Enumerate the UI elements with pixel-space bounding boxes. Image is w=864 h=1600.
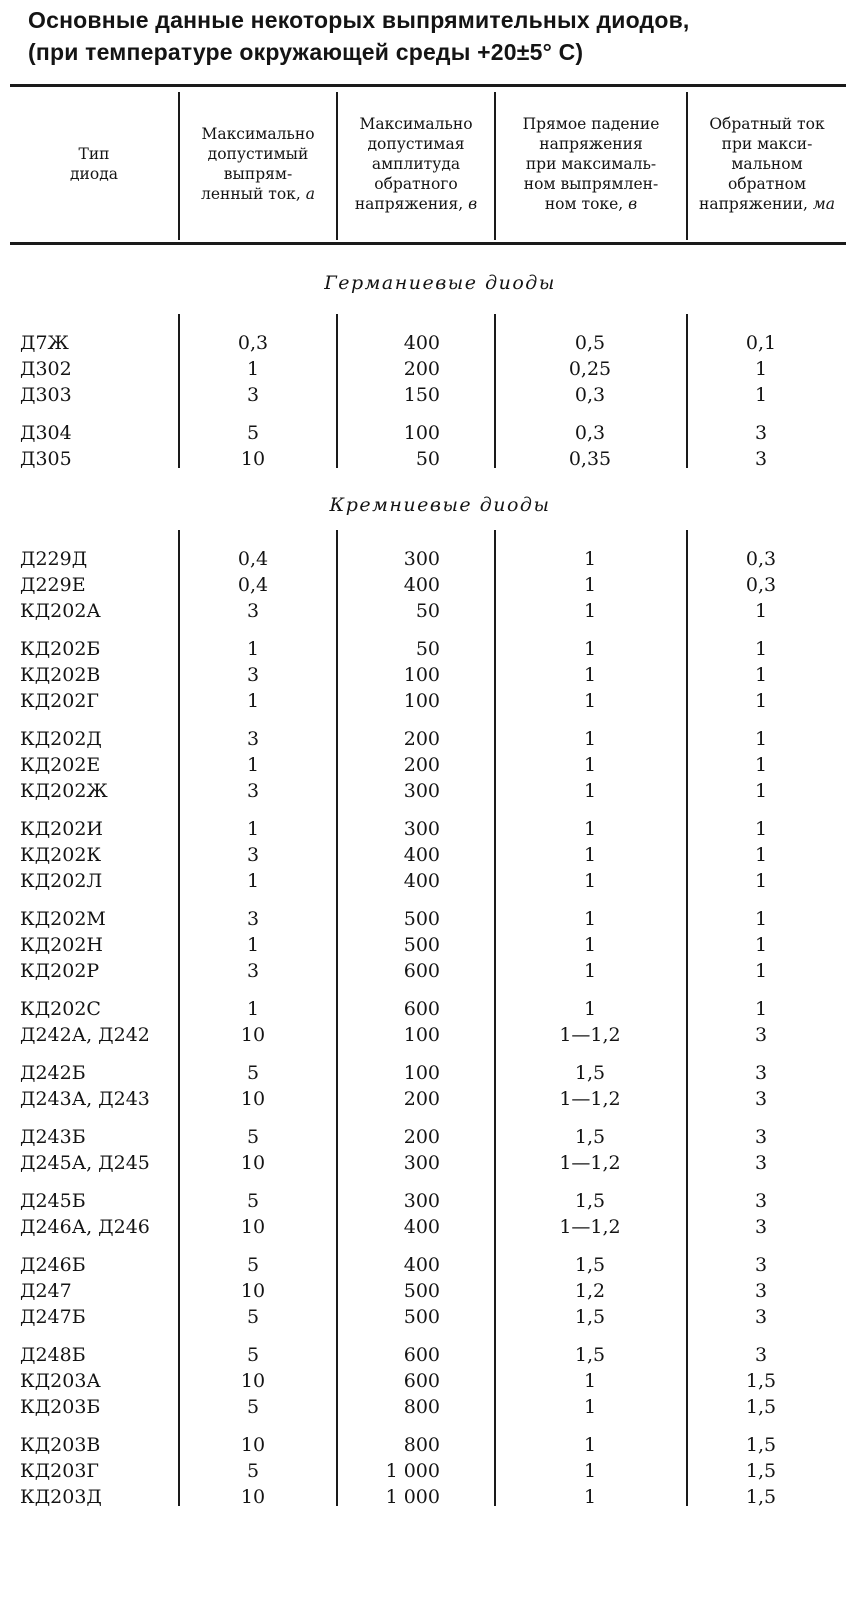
header-divider-2 (494, 92, 496, 240)
reverse-current: 1,5 (745, 1370, 777, 1392)
diode-type: Д248Б (20, 1344, 86, 1366)
table-row (0, 1432, 864, 1458)
forward-drop: 0,3 (574, 384, 606, 406)
table-row (0, 1394, 864, 1420)
max-reverse-voltage: 50 (415, 600, 440, 622)
header-line: допустимый (207, 145, 309, 163)
diode-type: Д304 (20, 422, 72, 444)
forward-drop: 1,5 (574, 1190, 606, 1212)
max-current: 1 (246, 998, 260, 1020)
reverse-current: 1 (754, 754, 768, 776)
max-reverse-voltage: 600 (403, 1370, 440, 1392)
table-row (0, 1278, 864, 1304)
max-reverse-voltage: 50 (415, 448, 440, 470)
diode-type: КД203В (20, 1434, 101, 1456)
header-line: обратного (374, 175, 458, 193)
max-current: 5 (246, 1460, 260, 1482)
max-reverse-voltage: 50 (415, 638, 440, 660)
max-current: 10 (240, 1088, 266, 1110)
table-row (0, 1304, 864, 1330)
reverse-current: 3 (754, 448, 768, 470)
table-row (0, 356, 864, 382)
diode-type: КД202Г (20, 690, 99, 712)
table-row (0, 546, 864, 572)
diode-type: Д242Б (20, 1062, 86, 1084)
max-reverse-voltage: 800 (403, 1434, 440, 1456)
header-unit: ма (812, 195, 835, 213)
forward-drop: 1 (583, 780, 597, 802)
max-current: 5 (246, 1062, 260, 1084)
diode-type: Д305 (20, 448, 72, 470)
reverse-current: 1 (754, 908, 768, 930)
table-row (0, 1022, 864, 1048)
max-reverse-voltage: 400 (403, 574, 440, 596)
reverse-current: 1 (754, 600, 768, 622)
reverse-current: 3 (754, 1088, 768, 1110)
max-reverse-voltage: 500 (403, 1280, 440, 1302)
table-row (0, 958, 864, 984)
header-unit: в (628, 195, 638, 213)
header-line: Максимально (201, 125, 315, 143)
table-row (0, 906, 864, 932)
max-current: 5 (246, 1306, 260, 1328)
body-divider-s0-3 (686, 314, 688, 468)
table-row (0, 1060, 864, 1086)
table-row (0, 842, 864, 868)
table-row (0, 1458, 864, 1484)
diode-type: Д243А, Д243 (20, 1088, 150, 1110)
forward-drop: 1 (583, 844, 597, 866)
forward-drop: 1 (583, 960, 597, 982)
table-row (0, 1342, 864, 1368)
reverse-current: 0,1 (745, 332, 777, 354)
forward-drop: 1 (583, 690, 597, 712)
reverse-current: 1 (754, 998, 768, 1020)
max-current: 0,4 (237, 548, 269, 570)
diode-type: Д229Е (20, 574, 86, 596)
diode-type: КД203Б (20, 1396, 101, 1418)
max-current: 3 (246, 728, 260, 750)
body-divider-s1-3 (686, 530, 688, 1506)
max-reverse-voltage: 200 (403, 1126, 440, 1148)
diode-type: КД202В (20, 664, 101, 686)
header-line: Максимально (359, 115, 473, 133)
forward-drop: 0,5 (574, 332, 606, 354)
forward-drop: 1,5 (574, 1062, 606, 1084)
reverse-current: 3 (754, 422, 768, 444)
max-reverse-voltage: 600 (403, 1344, 440, 1366)
max-reverse-voltage: 400 (403, 844, 440, 866)
forward-drop: 1 (583, 1370, 597, 1392)
header-line: амплитуда (371, 155, 461, 173)
table-row (0, 1150, 864, 1176)
reverse-current: 1 (754, 728, 768, 750)
reverse-current: 3 (754, 1062, 768, 1084)
header-line: напряжения (539, 135, 643, 153)
forward-drop: 1 (583, 1396, 597, 1418)
max-reverse-voltage: 300 (403, 818, 440, 840)
max-current: 10 (240, 1370, 266, 1392)
max-current: 3 (246, 664, 260, 686)
diode-type: Д247Б (20, 1306, 86, 1328)
max-reverse-voltage: 500 (403, 908, 440, 930)
body-divider-s0-2 (494, 314, 496, 468)
table-row (0, 572, 864, 598)
forward-drop: 1,5 (574, 1344, 606, 1366)
reverse-current: 1 (754, 690, 768, 712)
header-divider-3 (686, 92, 688, 240)
max-reverse-voltage: 200 (403, 728, 440, 750)
max-current: 5 (246, 1344, 260, 1366)
forward-drop: 1—1,2 (559, 1216, 621, 1238)
reverse-current: 3 (754, 1254, 768, 1276)
reverse-current: 1 (754, 844, 768, 866)
column-header-2 (338, 88, 494, 240)
diode-type: КД202С (20, 998, 101, 1020)
forward-drop: 1 (583, 818, 597, 840)
table-row (0, 778, 864, 804)
header-line: Прямое падение (522, 115, 660, 133)
max-reverse-voltage: 100 (403, 690, 440, 712)
max-reverse-voltage: 100 (403, 1024, 440, 1046)
table-row (0, 636, 864, 662)
diode-type: Д302 (20, 358, 72, 380)
header-bottom-rule (10, 242, 846, 245)
diode-type: КД202К (20, 844, 102, 866)
table-row (0, 1086, 864, 1112)
max-reverse-voltage: 800 (403, 1396, 440, 1418)
diode-type: Д247 (20, 1280, 72, 1302)
max-current: 5 (246, 1396, 260, 1418)
table-row (0, 420, 864, 446)
section-title: Кремниевые диоды (329, 494, 551, 516)
max-current: 5 (246, 422, 260, 444)
forward-drop: 1 (583, 728, 597, 750)
reverse-current: 1 (754, 384, 768, 406)
max-current: 10 (240, 1486, 266, 1508)
max-current: 10 (240, 448, 266, 470)
page-title (28, 4, 848, 68)
diode-type: КД202Д (20, 728, 102, 750)
table-row (0, 932, 864, 958)
max-current: 10 (240, 1280, 266, 1302)
header-line: диода (70, 165, 118, 183)
table-top-rule (10, 84, 846, 87)
max-current: 1 (246, 818, 260, 840)
max-current: 5 (246, 1126, 260, 1148)
reverse-current: 3 (754, 1024, 768, 1046)
forward-drop: 1 (583, 998, 597, 1020)
header-line: мальном (731, 155, 803, 173)
forward-drop: 1 (583, 754, 597, 776)
reverse-current: 1 (754, 664, 768, 686)
header-divider-0 (178, 92, 180, 240)
max-reverse-voltage: 200 (403, 358, 440, 380)
table-row (0, 1368, 864, 1394)
forward-drop: 1—1,2 (559, 1152, 621, 1174)
max-current: 1 (246, 358, 260, 380)
max-reverse-voltage: 300 (403, 1190, 440, 1212)
header-line: ленный ток, а (201, 185, 315, 203)
header-unit: а (305, 185, 315, 203)
forward-drop: 1 (583, 908, 597, 930)
max-current: 0,4 (237, 574, 269, 596)
forward-drop: 1 (583, 664, 597, 686)
diode-type: Д242А, Д242 (20, 1024, 150, 1046)
diode-type: КД202Е (20, 754, 101, 776)
forward-drop: 1 (583, 638, 597, 660)
header-line: напряжении, ма (699, 195, 835, 213)
section-title: Германиевые диоды (324, 272, 556, 294)
reverse-current: 1,5 (745, 1396, 777, 1418)
forward-drop: 1—1,2 (559, 1088, 621, 1110)
forward-drop: 1 (583, 600, 597, 622)
forward-drop: 1 (583, 574, 597, 596)
diode-type: КД202Б (20, 638, 101, 660)
table-row (0, 330, 864, 356)
body-divider-s0-0 (178, 314, 180, 468)
max-reverse-voltage: 200 (403, 754, 440, 776)
table-row (0, 1214, 864, 1240)
diode-type: Д243Б (20, 1126, 86, 1148)
max-current: 3 (246, 384, 260, 406)
reverse-current: 1 (754, 870, 768, 892)
diode-type: Д303 (20, 384, 72, 406)
max-current: 0,3 (237, 332, 269, 354)
header-line: при макси- (721, 135, 813, 153)
header-divider-1 (336, 92, 338, 240)
diode-type: КД202Н (20, 934, 103, 956)
diode-type: КД203Д (20, 1486, 102, 1508)
max-reverse-voltage: 400 (403, 870, 440, 892)
max-reverse-voltage: 400 (403, 1254, 440, 1276)
diode-type: КД202Ж (20, 780, 108, 802)
reverse-current: 1,5 (745, 1486, 777, 1508)
reverse-current: 3 (754, 1306, 768, 1328)
max-reverse-voltage: 100 (403, 664, 440, 686)
forward-drop: 1—1,2 (559, 1024, 621, 1046)
max-current: 1 (246, 690, 260, 712)
table-row (0, 382, 864, 408)
max-current: 5 (246, 1254, 260, 1276)
title-line-2: (при температуре окружающей среды +20±5° С) (28, 39, 584, 65)
table-row (0, 726, 864, 752)
max-current: 10 (240, 1216, 266, 1238)
body-divider-s1-1 (336, 530, 338, 1506)
diode-type: КД203Г (20, 1460, 99, 1482)
table-row (0, 1252, 864, 1278)
reverse-current: 1 (754, 358, 768, 380)
header-line: Обратный ток (709, 115, 825, 133)
max-reverse-voltage: 400 (403, 1216, 440, 1238)
max-reverse-voltage: 300 (403, 780, 440, 802)
diode-type: КД202Р (20, 960, 100, 982)
forward-drop: 1,5 (574, 1254, 606, 1276)
forward-drop: 0,35 (568, 448, 612, 470)
table-row (0, 662, 864, 688)
reverse-current: 1,5 (745, 1460, 777, 1482)
column-header-1 (180, 88, 336, 240)
forward-drop: 1 (583, 1460, 597, 1482)
header-line: допустимая (367, 135, 465, 153)
table-row (0, 1124, 864, 1150)
max-reverse-voltage: 1 000 (385, 1460, 440, 1482)
forward-drop: 0,25 (568, 358, 612, 380)
max-current: 10 (240, 1434, 266, 1456)
table-row (0, 996, 864, 1022)
max-current: 3 (246, 780, 260, 802)
max-reverse-voltage: 500 (403, 934, 440, 956)
diode-type: КД202М (20, 908, 106, 930)
max-reverse-voltage: 500 (403, 1306, 440, 1328)
max-current: 3 (246, 600, 260, 622)
max-current: 10 (240, 1024, 266, 1046)
max-current: 3 (246, 908, 260, 930)
title-line-1: Основные данные некоторых выпрямительных диодов, (28, 7, 690, 33)
table-row (0, 598, 864, 624)
forward-drop: 1,5 (574, 1126, 606, 1148)
reverse-current: 1 (754, 934, 768, 956)
diode-type: КД203А (20, 1370, 101, 1392)
diode-type: Д246А, Д246 (20, 1216, 150, 1238)
max-current: 10 (240, 1152, 266, 1174)
max-reverse-voltage: 150 (403, 384, 440, 406)
body-divider-s1-0 (178, 530, 180, 1506)
reverse-current: 1 (754, 960, 768, 982)
max-reverse-voltage: 400 (403, 332, 440, 354)
header-line: Тип (78, 145, 110, 163)
reverse-current: 1 (754, 818, 768, 840)
header-line: выпрям- (223, 165, 293, 183)
reverse-current: 0,3 (745, 548, 777, 570)
max-current: 3 (246, 960, 260, 982)
diode-type: КД202Л (20, 870, 103, 892)
max-reverse-voltage: 100 (403, 422, 440, 444)
forward-drop: 1 (583, 1486, 597, 1508)
body-divider-s0-1 (336, 314, 338, 468)
max-reverse-voltage: 100 (403, 1062, 440, 1084)
forward-drop: 1 (583, 1434, 597, 1456)
table-row (0, 868, 864, 894)
header-line: ном выпрямлен- (523, 175, 659, 193)
header-line: напряжения, в (354, 195, 478, 213)
forward-drop: 0,3 (574, 422, 606, 444)
reverse-current: 0,3 (745, 574, 777, 596)
header-unit: в (468, 195, 478, 213)
reverse-current: 1 (754, 638, 768, 660)
max-current: 5 (246, 1190, 260, 1212)
max-reverse-voltage: 1 000 (385, 1486, 440, 1508)
reverse-current: 3 (754, 1344, 768, 1366)
diode-type: Д245А, Д245 (20, 1152, 150, 1174)
table-row (0, 752, 864, 778)
table-row (0, 1484, 864, 1510)
max-current: 1 (246, 754, 260, 776)
diode-type: Д229Д (20, 548, 88, 570)
forward-drop: 1 (583, 870, 597, 892)
body-divider-s1-2 (494, 530, 496, 1506)
diode-type: Д246Б (20, 1254, 86, 1276)
header-line: ном токе, в (544, 195, 638, 213)
max-reverse-voltage: 600 (403, 960, 440, 982)
forward-drop: 1 (583, 548, 597, 570)
table-row (0, 688, 864, 714)
max-current: 1 (246, 934, 260, 956)
diode-type: Д7Ж (20, 332, 69, 354)
table-row (0, 446, 864, 472)
reverse-current: 3 (754, 1216, 768, 1238)
reverse-current: 3 (754, 1280, 768, 1302)
max-current: 1 (246, 870, 260, 892)
diode-type: КД202А (20, 600, 101, 622)
column-header-4 (688, 88, 846, 240)
max-reverse-voltage: 300 (403, 548, 440, 570)
table-row (0, 816, 864, 842)
header-line: при максималь- (525, 155, 657, 173)
forward-drop: 1 (583, 934, 597, 956)
column-header-0 (10, 88, 178, 240)
max-reverse-voltage: 200 (403, 1088, 440, 1110)
forward-drop: 1,5 (574, 1306, 606, 1328)
max-reverse-voltage: 300 (403, 1152, 440, 1174)
reverse-current: 3 (754, 1152, 768, 1174)
reverse-current: 1 (754, 780, 768, 802)
reverse-current: 3 (754, 1190, 768, 1212)
diode-type: Д245Б (20, 1190, 86, 1212)
max-current: 1 (246, 638, 260, 660)
table-row (0, 1188, 864, 1214)
max-current: 3 (246, 844, 260, 866)
header-line: обратном (727, 175, 807, 193)
forward-drop: 1,2 (574, 1280, 606, 1302)
column-header-3 (496, 88, 686, 240)
reverse-current: 3 (754, 1126, 768, 1148)
diode-type: КД202И (20, 818, 103, 840)
reverse-current: 1,5 (745, 1434, 777, 1456)
max-reverse-voltage: 600 (403, 998, 440, 1020)
